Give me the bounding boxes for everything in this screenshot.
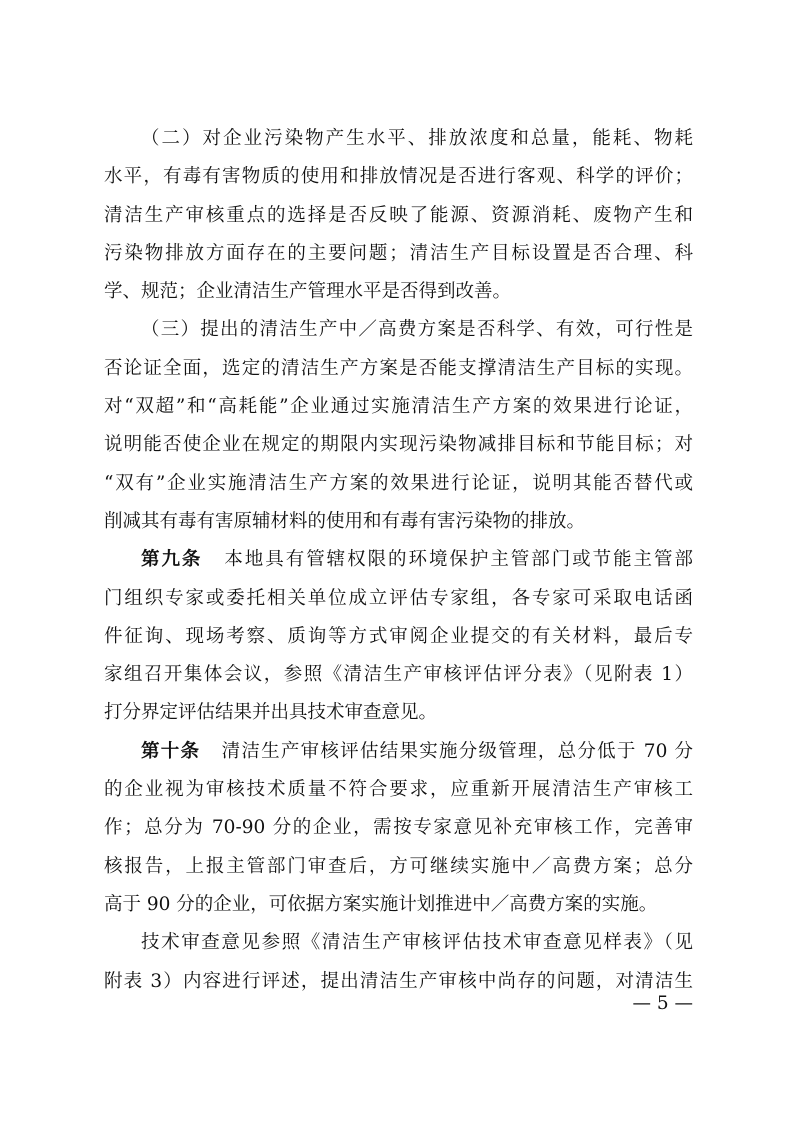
text-line: 的企业视为审核技术质量不符合要求，应重新开展清洁生产审核工	[104, 779, 693, 801]
text-line: （三）提出的清洁生产中／高费方案是否科学、有效，可行性是	[141, 319, 693, 341]
text-line: 削减其有毒有害原辅材料的使用和有毒有害污染物的排放。	[104, 510, 586, 532]
text-line: 附表 3）内容进行评述，提出清洁生产审核中尚存的问题，对清洁生	[104, 970, 693, 992]
article-first-line	[104, 733, 693, 771]
text-line: 门组织专家或委托相关单位成立评估专家组，各专家可采取电话函	[104, 587, 693, 609]
article-10	[104, 733, 693, 924]
article-heading: 第九条	[141, 549, 203, 571]
text-line: 水平，有毒有害物质的使用和排放情况是否进行客观、科学的评价；	[104, 166, 693, 188]
page-number: — 5 —	[632, 993, 693, 1014]
paragraph-technical-review	[104, 924, 693, 1001]
text-line: （二）对企业污染物产生水平、排放浓度和总量，能耗、物耗	[141, 128, 693, 149]
text-line: 家组召开集体会议，参照《清洁生产审核评估评分表》（见附表 1）	[104, 664, 693, 686]
text-line: “双有”企业实施清洁生产方案的效果进行论证，说明其能否替代或	[104, 472, 693, 494]
text-line: 清洁生产审核重点的选择是否反映了能源、资源消耗、废物产生和	[104, 204, 693, 226]
article-first-line	[104, 541, 693, 579]
text-line: 本地具有管辖权限的环境保护主管部门或节能主管部	[222, 549, 693, 571]
article-heading: 第十条	[141, 740, 201, 762]
text-line: 清洁生产审核评估结果实施分级管理，总分低于 70 分	[220, 740, 693, 762]
text-line: 作；总分为 70-90 分的企业，需按专家意见补充审核工作，完善审	[104, 817, 693, 839]
text-line: 对“双超”和“高耗能”企业通过实施清洁生产方案的效果进行论证，	[104, 396, 693, 418]
text-line: 件征询、现场考察、质询等方式审阅企业提交的有关材料，最后专	[104, 625, 693, 647]
text-line: 技术审查意见参照《清洁生产审核评估技术审查意见样表》（见	[141, 932, 693, 954]
text-line: 否论证全面，选定的清洁生产方案是否能支撑清洁生产目标的实现。	[104, 357, 693, 379]
paragraph-evaluation-3	[104, 311, 693, 541]
text-line: 污染物排放方面存在的主要问题；清洁生产目标设置是否合理、科	[104, 242, 693, 264]
paragraph-evaluation-2	[104, 120, 693, 311]
text-line: 学、规范；企业清洁生产管理水平是否得到改善。	[104, 281, 512, 303]
text-line: 打分界定评估结果并出具技术审查意见。	[104, 702, 438, 724]
text-line: 高于 90 分的企业，可依据方案实施计划推进中／高费方案的实施。	[104, 893, 658, 915]
text-line: 核报告，上报主管部门审查后，方可继续实施中／高费方案；总分	[104, 855, 693, 877]
text-line: 说明能否使企业在规定的期限内实现污染物减排目标和节能目标；对	[104, 434, 693, 456]
article-9	[104, 541, 693, 732]
